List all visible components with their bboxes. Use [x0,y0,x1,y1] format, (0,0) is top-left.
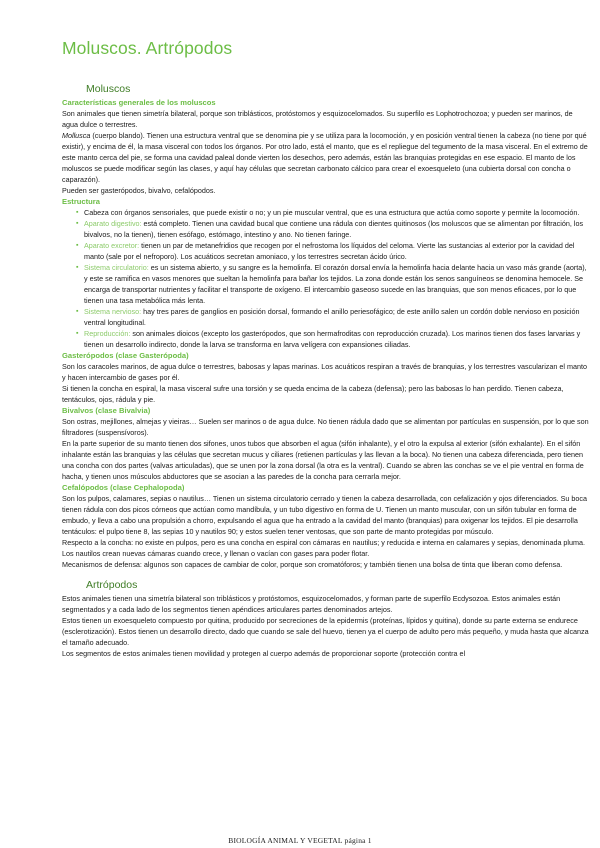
subheading-cefalopodos: Cefalópodos (clase Cephalopoda) [62,483,185,492]
paragraph: En la parte superior de su manto tienen dos sifones, unos tubos que absorben el agua (sifón inhalante), y el otro la expulsa al exterior (sifón exhalante). En el sifón inhalante están las branquias y las células que secretan mucus y ciliares (retienen partículas y las llevan a la boca). No tienen una cabeza diferenciada, pero tienen una concha con dos partes (valvas articuladas), que se unen por la zona dorsal (la otra es la ventral). Cuando se abren las conchas se ve el pie ventral en forma de hacha, y tienen unos músculos abductores que se asocian a las paredes de la concha para cerrarla mejor. [62,439,584,481]
item-label: Aparato excretor: [84,241,140,250]
bullet-icon: ▪ [76,330,79,337]
item-label: Sistema circulatorio: [84,263,149,272]
item-label: Sistema nervioso: [84,307,142,316]
paragraph: Son los caracoles marinos, de agua dulce o terrestres, babosas y lapas marinas. Los acuáticos respiran a través de branquias, y los terrestres vascularizan el manto y hacen intercambio de gases por él. [62,362,587,382]
paragraph-mollusca [62,130,590,185]
item-text: tienen un par de metanefridios que recogen por el nefrostoma los líquidos del celoma. Vierte las sustancias al exterior por la cavidad del manto (sale por el nefroporo). Los acuáticos secretan amoniaco, y los terrestres secretan ácido úrico. [84,241,575,261]
paragraph: Son ostras, mejillones, almejas y vieiras… Suelen ser marinos o de agua dulce. No tienen rádula dado que se alimentan por partículas en suspensión, por lo que son filtradores (suspensívoros). [62,417,589,437]
paragraph: Si tienen la concha en espiral, la masa visceral sufre una torsión y se queda encima de la cabeza (defensa); pero las babosas lo han perdido. Tienen cabeza, tentáculos, ojos, rádula y pie. [62,384,564,404]
bullet-icon: ▪ [76,220,79,227]
item-label: Reproducción: [84,329,131,338]
paragraph-text: (cuerpo blando). Tienen una estructura ventral que se denomina pie y se utiliza para la locomoción, y en posición ventral tienen la cabeza (no tiene por qué existir), y encima de él, la masa visceral con todos los órganos. Por otro lado, está el manto, que es el repliegue del tegumento de la masa visceral. En el extremo de este manto cerca del pie, se forma una cavidad paleal donde vierten los desechos, pero además, están las branquias protegidas en ese espacio. El manto de los moluscos se puede modificar según las clases, y aquí hay células que secretan carbonato cálcico para crear el exoesqueleto (una cubierta dorsal con concha o caparazón). [62,131,588,184]
bullet-icon: ▪ [76,264,79,271]
list-item [62,306,590,328]
subheading-bivalvos: Bivalvos (clase Bivalvia) [62,406,151,415]
subheading-estructura: Estructura [62,197,100,206]
paragraph: Son los pulpos, calamares, sepias o nautilus… Tienen un sistema circulatorio cerrado y tienen la cabeza desarrollada, con cefalización y ojos diferenciados. Su boca tienen rádula con dos picos córneos que actúan como mandíbula, y un tubo digestivo en forma de U. Tienen un manto muscular, con un sifón tubular en forma de embudo, y lleva a cabo una propulsión a chorro, expulsando el agua que ha entrado a la cavidad del manto (branquias) para oxigenar los tejidos. El pie desarrolla tentáculos: el pulpo tiene 8, las sepias 10 y nautilos 90; y estos suelen tener ventosas, que son parte de manto protegidas por músculo. [62,494,587,536]
subheading-gasteropodos: Gasterópodos (clase Gasterópoda) [62,351,189,360]
paragraph: Son animales que tienen simetría bilateral, porque son triblásticos, protóstomos y esquizocelomados. Su superfilo es Lophotrochozoa; y pueden ser marinos, de agua dulce o terrestres. [62,109,573,129]
item-text: hay tres pares de ganglios en posición dorsal, formando el anillo periesofágico; de este anillo salen un cordón doble nervioso en posición ventral longitudinal. [84,307,580,327]
document-body [62,82,590,659]
item-text: Cabeza con órganos sensoriales, que puede existir o no; y un pie muscular ventral, que es una estructura que actúa como soporte y permite la locomoción. [84,208,580,217]
list-item [62,240,590,262]
section-heading-moluscos: Moluscos [86,83,131,95]
list-item [62,262,590,306]
estructura-list [62,207,590,350]
paragraph: Los segmentos de estos animales tienen movilidad y protegen al cuerpo además de proporcionar soporte (protección contra el [62,649,466,658]
bullet-icon: ▪ [76,308,79,315]
term-mollusca: Mollusca [62,131,91,140]
paragraph: Estos animales tienen una simetría bilateral son triblásticos y protóstomos, esquizocelomados, y forman parte de superfilo Ecdysozoa. Estos animales están segmentados y a cada lado de los segmentos tienen apéndices articulares partes denominados artejos. [62,594,561,614]
page-footer: BIOLOGÍA ANIMAL Y VEGETAL página 1 [228,836,372,845]
item-text: está completo. Tienen una cavidad bucal que contiene una rádula con dientes quitinosos (los moluscos que se alimentan por filtración, los bivalvos, no la tienen), tienen esófago, estómago, intestino y ano. No tienen faringe. [84,219,584,239]
paragraph: Estos tienen un exoesqueleto compuesto por quitina, producido por secreciones de la epidermis (proteínas, lípidos y quitina), donde su parte externa se endurece (esclerotización). Estos tienen un desarrollo directo, dado que cuando se sale del huevo, tienen ya el cuerpo de adulto pero más pequeño, y muda hasta que alcanza el tamaño adecuado. [62,616,589,647]
bullet-icon: ▪ [76,242,79,249]
page-title: Moluscos. Artrópodos [62,38,233,58]
item-label: Aparato digestivo: [84,219,142,228]
list-item [62,218,590,240]
paragraph: Respecto a la concha: no existe en pulpos, pero es una concha en espiral con cámaras en nautilus; y reducida e interna en calamares y sepias, denominada pluma. Los nautilos crean nuevas cámaras cuando crece, y llenan o vacían con gases para poder flotar. [62,538,586,558]
list-item [62,328,590,350]
paragraph: Pueden ser gasterópodos, bivalvo, cefalópodos. [62,186,216,195]
item-text: es un sistema abierto, y su sangre es la hemolinfa. El corazón dorsal envía la hemolinfa hacia delante hacia un vaso más grande (aorta), y este se ramifica en vasos menores que sueltan la hemolinfa para bañar los tejidos. La zona donde están los senos sanguíneos se denomina hemocele. Se encarga de transportar nutrientes y facilitar el transporte de oxígeno. El intercambio gaseoso sucede en las branquias, que son menos eficaces, por lo que tienen una tasa metabólica más lenta. [84,263,587,305]
bullet-icon: ▪ [76,209,79,216]
list-item [62,207,590,218]
item-text: son animales dioicos (excepto los gasterópodos, que son hermafroditas con reproducción cruzada). Los marinos tienen dos fases larvarias y tienen un desarrollo indirecto, donde la larva se transforma en larva velígera con expansiones ciliadas. [84,329,581,349]
section-heading-artropodos: Artrópodos [86,579,138,591]
subheading-caracteristicas: Características generales de los moluscos [62,98,216,107]
paragraph: Mecanismos de defensa: algunos son capaces de cambiar de color, porque son cromatóforos; y también tienen una bolsa de tinta que liberan como defensa. [62,560,563,569]
